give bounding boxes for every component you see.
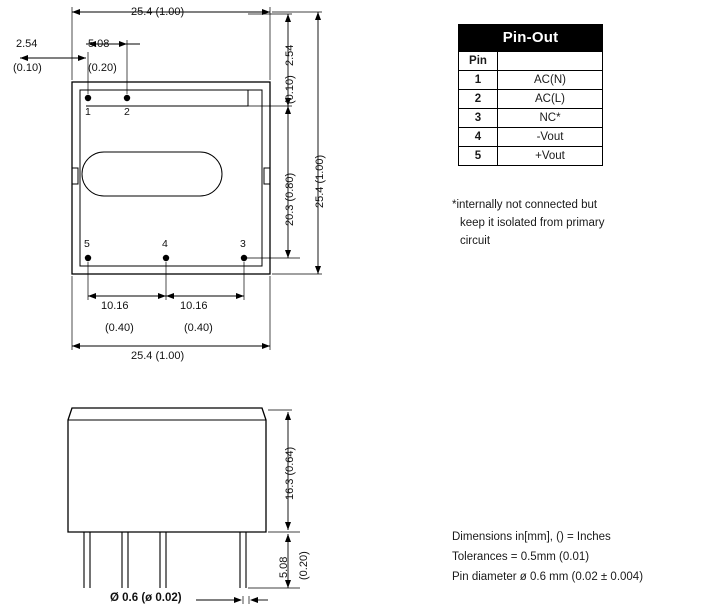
table-row bbox=[459, 90, 603, 109]
dim-bottom-left-in: (0.40) bbox=[105, 322, 134, 334]
dim-bottom-width-label: 25.4 (1.00) bbox=[131, 350, 185, 362]
pin-signal: +Vout bbox=[498, 147, 603, 166]
dim-bottom-right-mm: 10.16 bbox=[180, 300, 208, 312]
dim-left-offset-in: (0.10) bbox=[13, 62, 42, 74]
dimension-notes bbox=[452, 527, 697, 587]
footnote-line-1: *internally not connected but bbox=[452, 199, 598, 211]
dim-pin-pitch-in: (0.20) bbox=[88, 62, 117, 74]
dim-body-height: 16.3 (0.64) bbox=[284, 446, 296, 500]
dim-note-line-2: Tolerances = 0.5mm (0.01) bbox=[452, 551, 590, 564]
table-row bbox=[459, 128, 603, 147]
dim-bottom-right-in: (0.40) bbox=[184, 322, 213, 334]
table-row bbox=[459, 109, 603, 128]
pin-signal: -Vout bbox=[498, 128, 603, 147]
dim-outer-height: 25.4 (1.00) bbox=[314, 154, 326, 208]
dim-pin-length-mm: 5.08 bbox=[278, 556, 290, 578]
dim-pin-diameter: Ø 0.6 (ø 0.02) bbox=[110, 592, 182, 604]
pin-number: 2 bbox=[459, 90, 498, 109]
pin-label-4: 4 bbox=[162, 238, 168, 250]
pin-label-5: 5 bbox=[84, 238, 90, 250]
pin-label-2: 2 bbox=[124, 106, 130, 118]
pin-number: 5 bbox=[459, 147, 498, 166]
dim-top-right-mm: 2.54 bbox=[284, 44, 296, 66]
pin-signal: NC* bbox=[498, 109, 603, 128]
pinout-table bbox=[458, 24, 603, 166]
table-row bbox=[459, 71, 603, 90]
dim-note-line-3: Pin diameter ø 0.6 mm (0.02 ± 0.004) bbox=[452, 571, 644, 584]
dim-top-width-label: 25.4 (1.00) bbox=[131, 6, 185, 18]
pin-label-3: 3 bbox=[240, 238, 246, 250]
pin-number: 3 bbox=[459, 109, 498, 128]
dim-pin-length-in: (0.20) bbox=[298, 551, 310, 580]
dim-note-line-1: Dimensions in[mm], () = Inches bbox=[452, 531, 611, 543]
dim-inner-height: 20.3 (0.80) bbox=[284, 172, 296, 226]
pinout-footnote bbox=[452, 197, 682, 250]
footnote-line-2: keep it isolated from primary bbox=[460, 216, 605, 229]
pin-label-1: 1 bbox=[85, 106, 91, 118]
dim-bottom-left-mm: 10.16 bbox=[101, 300, 129, 312]
pin-number: 4 bbox=[459, 128, 498, 147]
footnote-line-3: circuit bbox=[460, 234, 491, 247]
pinout-title: Pin-Out bbox=[459, 25, 603, 52]
table-row bbox=[459, 147, 603, 166]
pinout-col-pin: Pin bbox=[459, 52, 498, 71]
pin-signal: AC(L) bbox=[498, 90, 603, 109]
pin-number: 1 bbox=[459, 71, 498, 90]
dim-left-offset-mm: 2.54 bbox=[16, 38, 38, 50]
pin-signal: AC(N) bbox=[498, 71, 603, 90]
pinout-col-signal bbox=[498, 52, 603, 71]
dim-top-right-in: (0.10) bbox=[284, 75, 296, 104]
dim-pin-pitch-mm: 5.08 bbox=[88, 38, 110, 50]
